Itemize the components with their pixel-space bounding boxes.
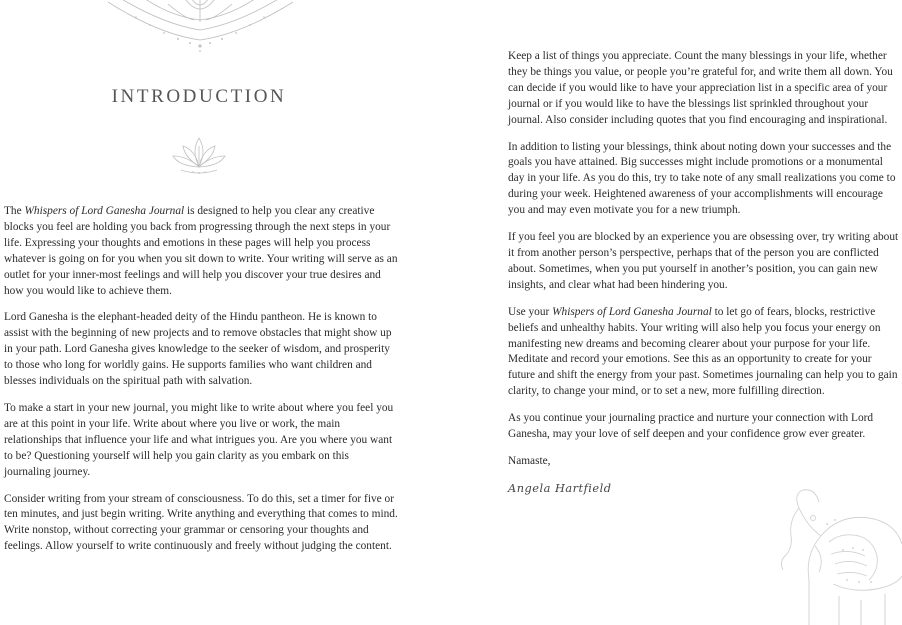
page-title: INTRODUCTION <box>111 86 287 107</box>
paragraph: Lord Ganesha is the elephant-headed deity of the Hindu pantheon. He is known to assist with the beginning of new projects and to remove obstacles that might show up in your path. Lord Ganesha gives knowledge to the seeker of wisdom, and prosperity to those who long for worldly gains. He supports families who want children and blesses individuals on the spiritual path with salvation. <box>4 311 392 388</box>
paragraph <box>508 305 900 400</box>
paragraph-text: to let go of fears, blocks, restrictive beliefs and unhealthy habits. Your writing will also help you focus your energy on manifesting new dreams and becoming clearer about your purpose for your life. Meditate and record your emotions. See this as an opportunity to create for your future and shift the energy from your past. Sometimes journaling can help you to gain clarity, to change your mind, or to set a new, more fulfilling direction. <box>508 305 898 398</box>
paragraph: Keep a list of things you appreciate. Count the many blessings in your life, whether they be things you value, or people you’re grateful for, and write them all down. You can decide if you would like to have your appreciation list in a specific area of your journal or if you would like to have the blessings list sprinkled throughout your journal. Also consider including quotes that you find encouraging and inspirational. <box>508 50 893 126</box>
mandala-ornament-icon <box>98 0 303 54</box>
left-body-text <box>4 204 398 566</box>
paragraph <box>4 204 398 299</box>
paragraph: Consider writing from your stream of consciousness. To do this, set a timer for five or ten minutes, and just begin writing. Write anything and everything that comes to mind. Write nonstop, without correcting your grammar or censoring your thoughts and feelings. Allow yourself to write continuously and freely without judging the content. <box>4 492 398 553</box>
paragraph: As you continue your journaling practice and nurture your connection with Lord Ganesha, may your love of self deepen and your confidence grow ever greater. <box>508 412 874 441</box>
journal-title-emphasis: Whispers of Lord Ganesha Journal <box>24 205 185 217</box>
signature: Angela Hartfield <box>508 480 612 495</box>
paragraph-text: Use your <box>508 305 553 318</box>
right-body-text <box>508 49 900 508</box>
paragraph: In addition to listing your blessings, think about noting down your successes and the goals you have attained. Big successes might include promotions or a monumental day in your life. As you do this, try to take note of any small realizations you come to during your week. Heightened awareness of your accomplishments will encourage you and may even motivate you for a new triumph. <box>508 140 896 217</box>
signoff: Namaste, <box>508 454 551 467</box>
paragraph-text: The <box>4 205 25 217</box>
paragraph: To make a start in your new journal, you might like to write about where you feel you are at this point in your life. Write about where you live or work, the main relationships that influence your life and what intrigues you. Are you where you want to be? Questioning yourself will help you gain clarity as you embark on this journaling journey. <box>4 401 394 478</box>
journal-title-emphasis: Whispers of Lord Ganesha Journal <box>552 305 712 318</box>
paragraph-text: is designed to help you clear any creative blocks you feel are holding you back from progressing through the next steps in your life. Expressing your thoughts and emotions in these pages will help you process whatever is going on for you when you sit down to write. Your writing will serve as an outlet for your inner-most feelings and will help you discover your true desires and how you would like to achieve them. <box>4 205 398 297</box>
paragraph: If you feel you are blocked by an experience you are obsessing over, try writing about it from another person’s perspective, perhaps that of the person you are conflicted about. Sometimes, when you put yourself in another’s position, you can gain new insights, and clear what had been hindering you. <box>508 231 899 291</box>
elephant-icon <box>769 484 902 625</box>
lotus-icon <box>171 134 227 178</box>
right-page <box>451 0 902 625</box>
